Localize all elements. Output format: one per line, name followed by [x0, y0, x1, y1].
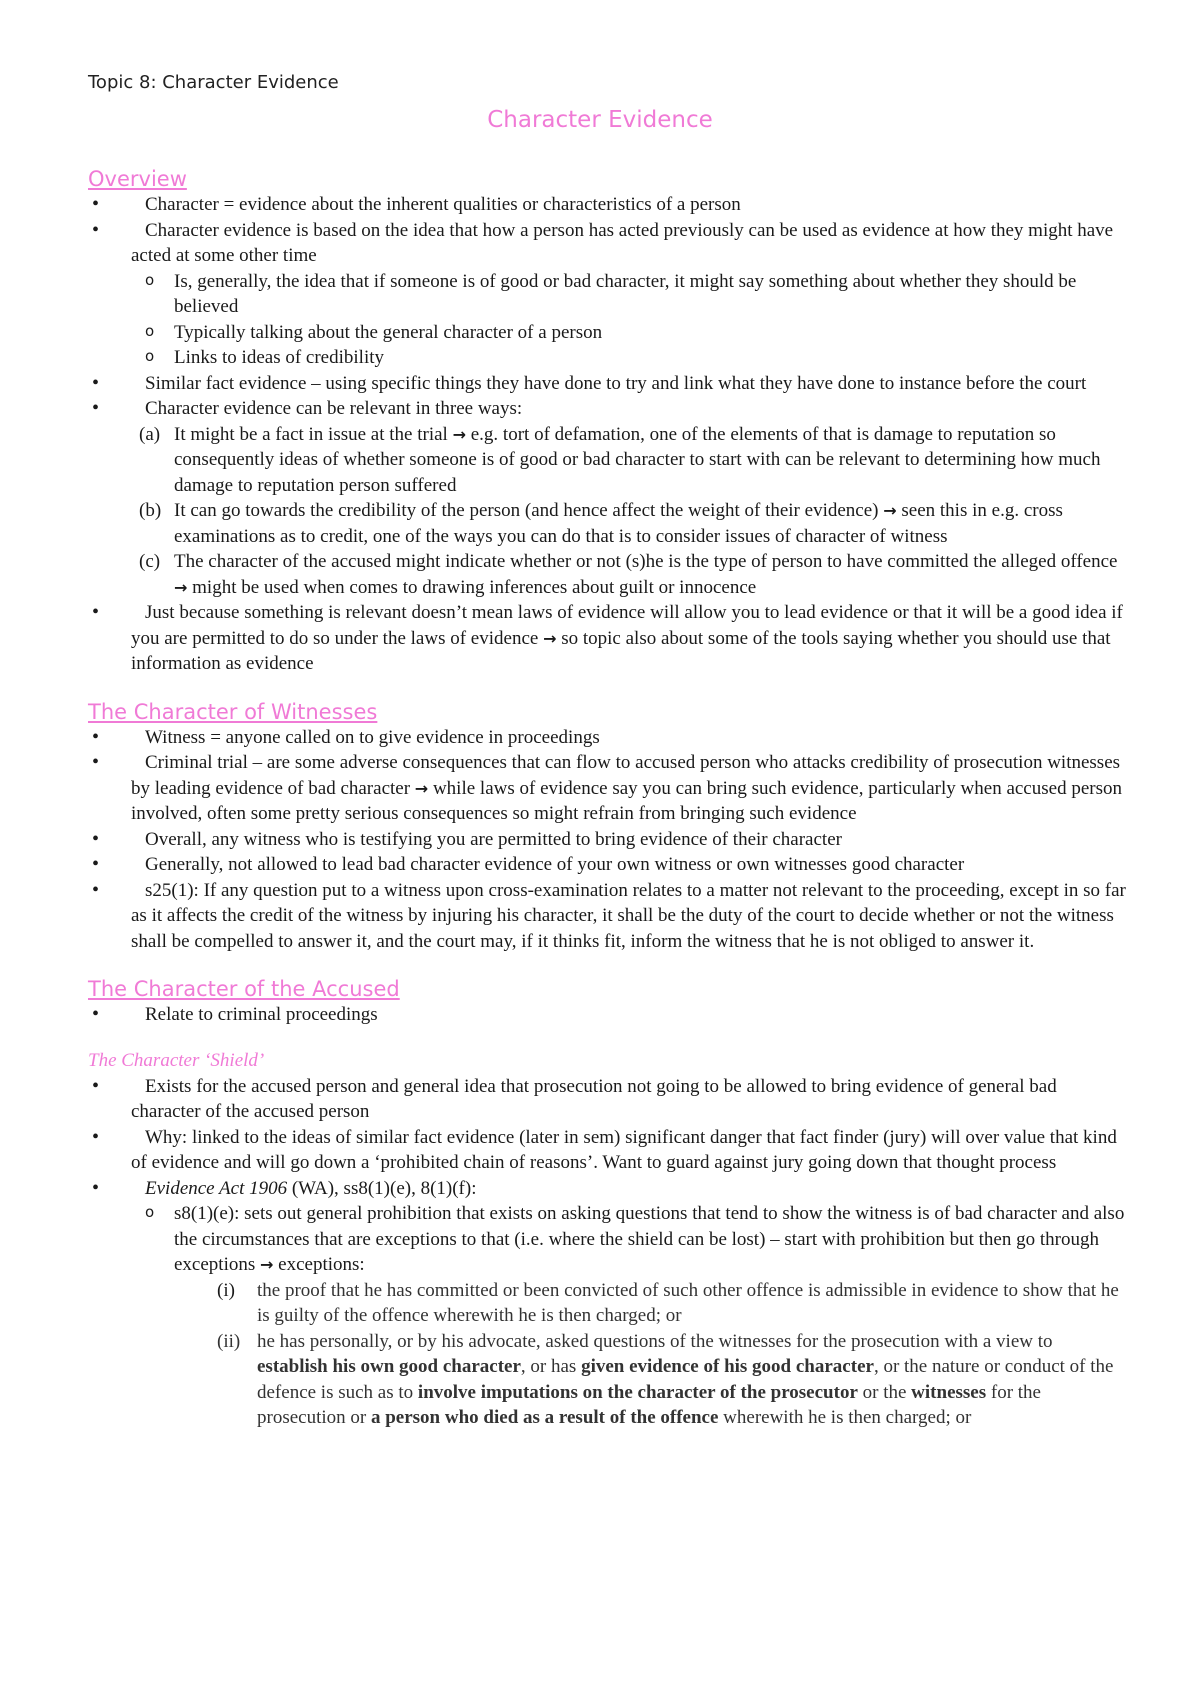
list-item: • Character evidence is based on the idea that how a person has acted previously can be used as evidence at how they might have acted at some other time o Is, generally, the idea that if someone is of good or bad character, it might say something about whether they should be believed o Typically talking about the general character of a person o Links to ideas of credibility: [88, 218, 1128, 371]
sub-list-item: o Typically talking about the general character of a person: [131, 320, 1128, 346]
list-item: • Witness = anyone called on to give evidence in proceedings: [88, 725, 1128, 751]
act-name: Evidence Act 1906: [145, 1177, 288, 1199]
sub-list-item: o Is, generally, the idea that if someone is of good or bad character, it might say something about whether they should be believed: [131, 269, 1128, 320]
list-item: • s25(1): If any question put to a witness upon cross-examination relates to a matter not relevant to the proceeding, except in so far as it affects the credit of the witness by injuring his character, it shall be the duty of the court to decide whether or not the witness shall be compelled to answer it, and the court may, if it thinks fit, inform the witness that he is not obliged to answer it.: [88, 878, 1128, 955]
arrow-icon: →: [543, 628, 557, 648]
accused-section: [88, 976, 1128, 1028]
way-item-b: (b) It can go towards the credibility of the person (and hence affect the weight of their evidence) → seen this in e.g. cross examinations as to credit, one of the ways you can do that is to consider issues of character of witness: [139, 500, 1063, 547]
list-item: • Just because something is relevant doesn’t mean laws of evidence will allow you to lead evidence or that it will be a good idea if you are permitted to do so under the laws of evidence → so topic also about some of the tools saying whether you should use that information as evidence: [88, 600, 1128, 677]
shield-section: [88, 1048, 1128, 1431]
list-item: • Similar fact evidence – using specific things they have done to try and link what they have done to instance before the court: [88, 371, 1128, 397]
list-item: • Overall, any witness who is testifying you are permitted to bring evidence of their character: [88, 827, 1128, 853]
sub-list: [131, 1201, 1128, 1431]
exception-item-ii: (ii) he has personally, or by his advocate, asked questions of the witnesses for the prosecution with a view to establish his own good character, or has given evidence of his good character, or the nature or conduct of the defence is such as to involve imputations on the character of the prosecutor or the witnesses for the prosecution or a person who died as a result of the offence wherewith he is then charged; or: [217, 1330, 1114, 1428]
shield-list: [88, 1074, 1128, 1431]
list-item: • Generally, not allowed to lead bad character evidence of your own witness or own witnesses good character: [88, 852, 1128, 878]
sub-list: [131, 269, 1128, 371]
list-item: • Character evidence can be relevant in three ways: (a) It might be a fact in issue at the trial → e.g. tort of defamation, one of the elements of that is damage to reputation so consequently ideas of whether someone is of good or bad character to start with can be relevant to determining how much damage to reputation person suffered (b) It can go towards the credibility of the person (and hence affect the weight of their evidence) → seen this in e.g. cross examinations as to credit, one of the ways you can do that is to consider issues of character of witness (c) The character of the accused might indicate whether or not (s)he is the type of person to have committed the alleged offence → might be used when comes to drawing inferences about guilt or innocence: [88, 396, 1128, 600]
arrow-icon: →: [260, 1255, 274, 1274]
arrow-icon: →: [174, 577, 188, 597]
way-item-c: (c) The character of the accused might indicate whether or not (s)he is the type of person to have committed the alleged offence → might be used when comes to drawing inferences about guilt or innocence: [139, 551, 1118, 598]
shield-heading: The Character ‘Shield’: [88, 1049, 265, 1071]
list-item: • Exists for the accused person and general idea that prosecution not going to be allowed to bring evidence of general bad character of the accused person: [88, 1074, 1128, 1125]
document-body: [88, 166, 1128, 1431]
arrow-icon: →: [883, 501, 897, 520]
accused-heading: The Character of the Accused: [88, 977, 400, 1001]
list-item: • Character = evidence about the inherent qualities or characteristics of a person: [88, 192, 1128, 218]
overview-section: [88, 166, 1128, 677]
list-item: • Evidence Act 1906 (WA), ss8(1)(e), 8(1)(f): o s8(1)(e): sets out general prohibition that exists on asking questions that tend to show the witness is of bad character and also the circumstances that are exceptions to that (i.e. where the shield can be lost) – start with prohibition but then go through exceptions → exceptions: (i) the proof that he has committed or been convicted of such other offence is admissible in evidence to show that he is guilty of the offence wherewith he is then charged; or (ii) he has personally, or by his advocate, asked questions of the witnesses for the prosecution with a view to establish his own good character, or has given evidence of his good character, or the nature or conduct of the defence is such as to involve imputations on the character of the prosecutor or the witnesses for the prosecution or a person who died as a result of the offence wherewith he is then charged; or: [88, 1176, 1128, 1431]
accused-list: [88, 1002, 1128, 1028]
witnesses-heading: The Character of Witnesses: [88, 699, 378, 724]
list-item: • Criminal trial – are some adverse consequences that can flow to accused person who attacks credibility of prosecution witnesses by leading evidence of bad character → while laws of evidence say you can bring such evidence, particularly when accused person involved, often some pretty serious consequences so might refrain from bringing such evidence: [88, 750, 1128, 827]
ways-list: [131, 422, 1128, 601]
arrow-icon: →: [452, 424, 466, 444]
exception-item-i: (i) the proof that he has committed or been convicted of such other offence is admissible in evidence to show that he is guilty of the offence wherewith he is then charged; or: [217, 1279, 1119, 1326]
arrow-icon: →: [414, 778, 429, 798]
sub-list-item: o s8(1)(e): sets out general prohibition that exists on asking questions that tend to show the witness is of bad character and also the circumstances that are exceptions to that (i.e. where the shield can be lost) – start with prohibition but then go through exceptions → exceptions: (i) the proof that he has committed or been convicted of such other offence is admissible in evidence to show that he is guilty of the offence wherewith he is then charged; or (ii) he has personally, or by his advocate, asked questions of the witnesses for the prosecution with a view to establish his own good character, or has given evidence of his good character, or the nature or conduct of the defence is such as to involve imputations on the character of the prosecutor or the witnesses for the prosecution or a person who died as a result of the offence wherewith he is then charged; or: [131, 1201, 1128, 1431]
page-header: Topic 8: Character Evidence: [88, 72, 339, 93]
list-item: • Relate to criminal proceedings: [88, 1002, 1128, 1028]
document-title: Character Evidence: [487, 107, 713, 133]
overview-heading: Overview: [88, 167, 187, 191]
list-item: • Why: linked to the ideas of similar fact evidence (later in sem) significant danger that fact finder (jury) will over value that kind of evidence and will go down a ‘prohibited chain of reasons’. Want to guard against jury going down that thought process: [88, 1125, 1128, 1176]
sub-list-item: o Links to ideas of credibility: [131, 345, 1128, 371]
witnesses-section: [88, 699, 1128, 955]
way-item-a: (a) It might be a fact in issue at the trial → e.g. tort of defamation, one of the elements of that is damage to reputation so consequently ideas of whether someone is of good or bad character to start with can be relevant to determining how much damage to reputation person suffered: [139, 423, 1101, 496]
exceptions-list: [131, 1278, 1128, 1431]
overview-list: [88, 192, 1128, 677]
witnesses-list: [88, 725, 1128, 955]
